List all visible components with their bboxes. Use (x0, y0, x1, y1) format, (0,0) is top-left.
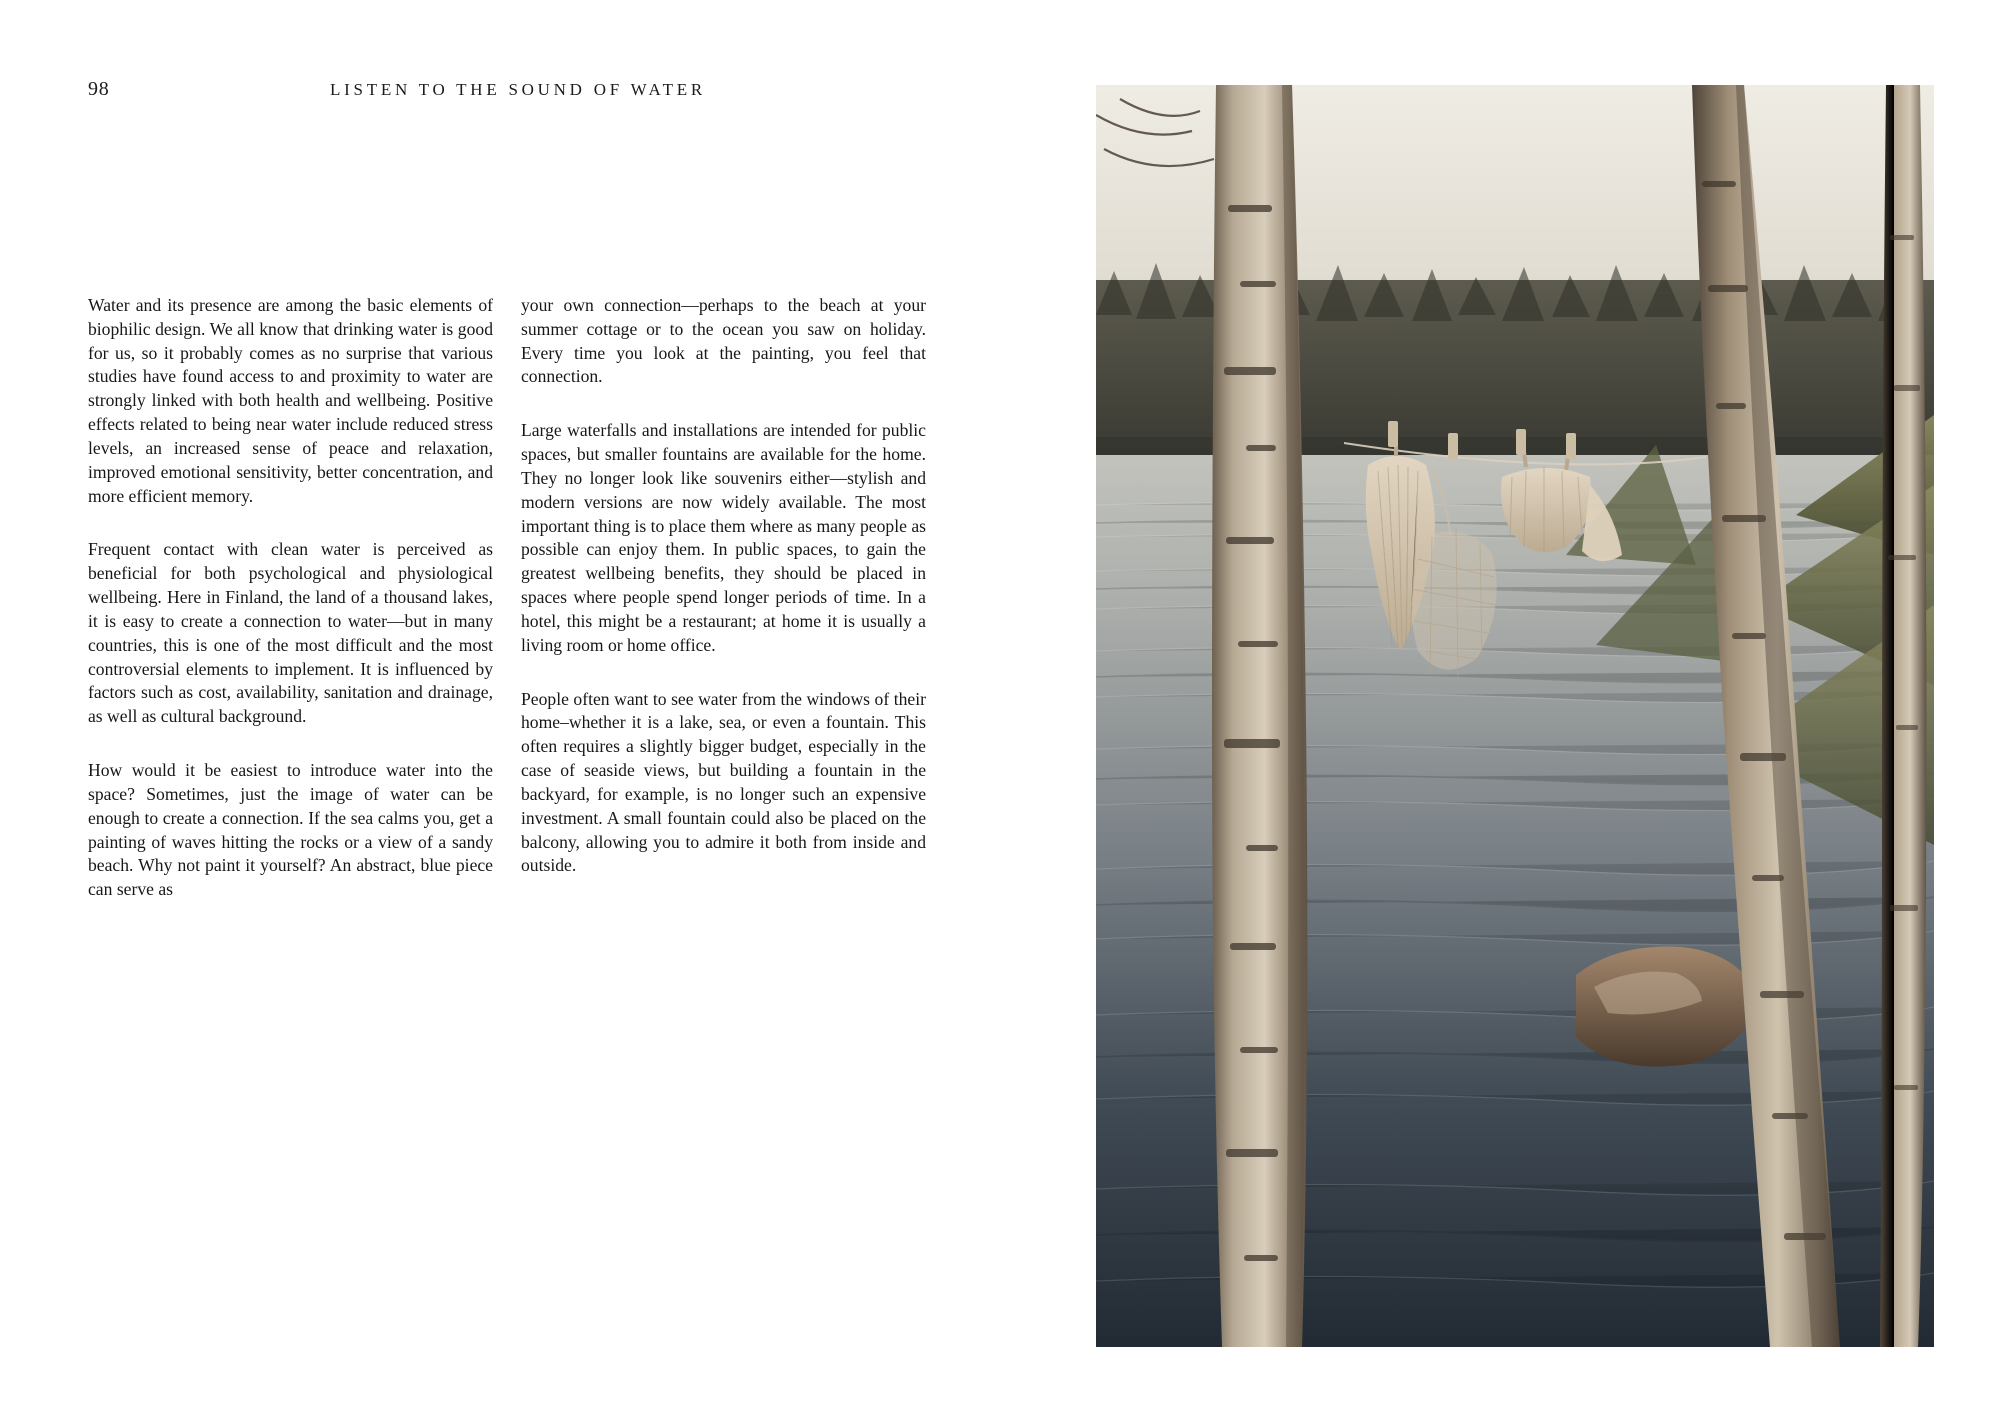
body-text (88, 294, 926, 902)
paragraph: Large waterfalls and installations are intended for public spaces, but smaller fountains are available for the home. They no longer look like souvenirs either—stylish and modern versions are now widely available. The most important thing is to place them where as many people as possible can enjoy them. In public spaces, to gain the greatest wellbeing benefits, they should be placed in spaces where people spend longer periods of time. In a hotel, this might be a restaurant; at home it is usually a living room or home office. (521, 420, 926, 655)
running-head: LISTEN TO THE SOUND OF WATER (330, 80, 706, 99)
paragraph: Water and its presence are among the basic elements of biophilic design. We all know that drinking water is good for us, so it probably comes as no surprise that various studies have found access to and proximity to water are strongly linked with both health and wellbeing. Positive effects related to being near water include reduced stress levels, an increased sense of peace and relaxation, improved emotional sensitivity, better concentration, and more efficient memory. (88, 295, 493, 506)
text-columns (88, 294, 926, 902)
left-column (88, 294, 493, 902)
paragraph: How would it be easiest to introduce water into the space? Sometimes, just the image of water can be enough to create a connection. If the sea calms you, get a painting of waves hitting the rocks or a view of a sandy beach. Why not paint it yourself? An abstract, blue piece can serve as (88, 760, 493, 900)
paragraph: your own connection—perhaps to the beach at your summer cottage or to the ocean you saw on holiday. Every time you look at the painting, you feel that connection. (521, 295, 926, 387)
photo-illustration (1096, 85, 1934, 1347)
paragraph: Frequent contact with clean water is perceived as beneficial for both psychological and physiological wellbeing. Here in Finland, the land of a thousand lakes, it is easy to create a connection to water—but in many countries, this is one of the most difficult and the most controversial elements to implement. It is influenced by factors such as cost, availability, sanitation and drainage, as well as cultural background. (88, 539, 493, 727)
right-column (521, 294, 926, 902)
lakeside-photograph (1096, 85, 1934, 1347)
page-number: 98 (88, 78, 110, 100)
page-header (88, 78, 888, 108)
paragraph: People often want to see water from the windows of their home–whether it is a lake, sea, or even a fountain. This often requires a slightly bigger budget, especially in the case of seaside views, but building a fountain in the backyard, for example, is no longer such an expensive investment. A small fountain could also be placed on the balcony, allowing you to admire it both from inside and outside. (521, 688, 926, 876)
